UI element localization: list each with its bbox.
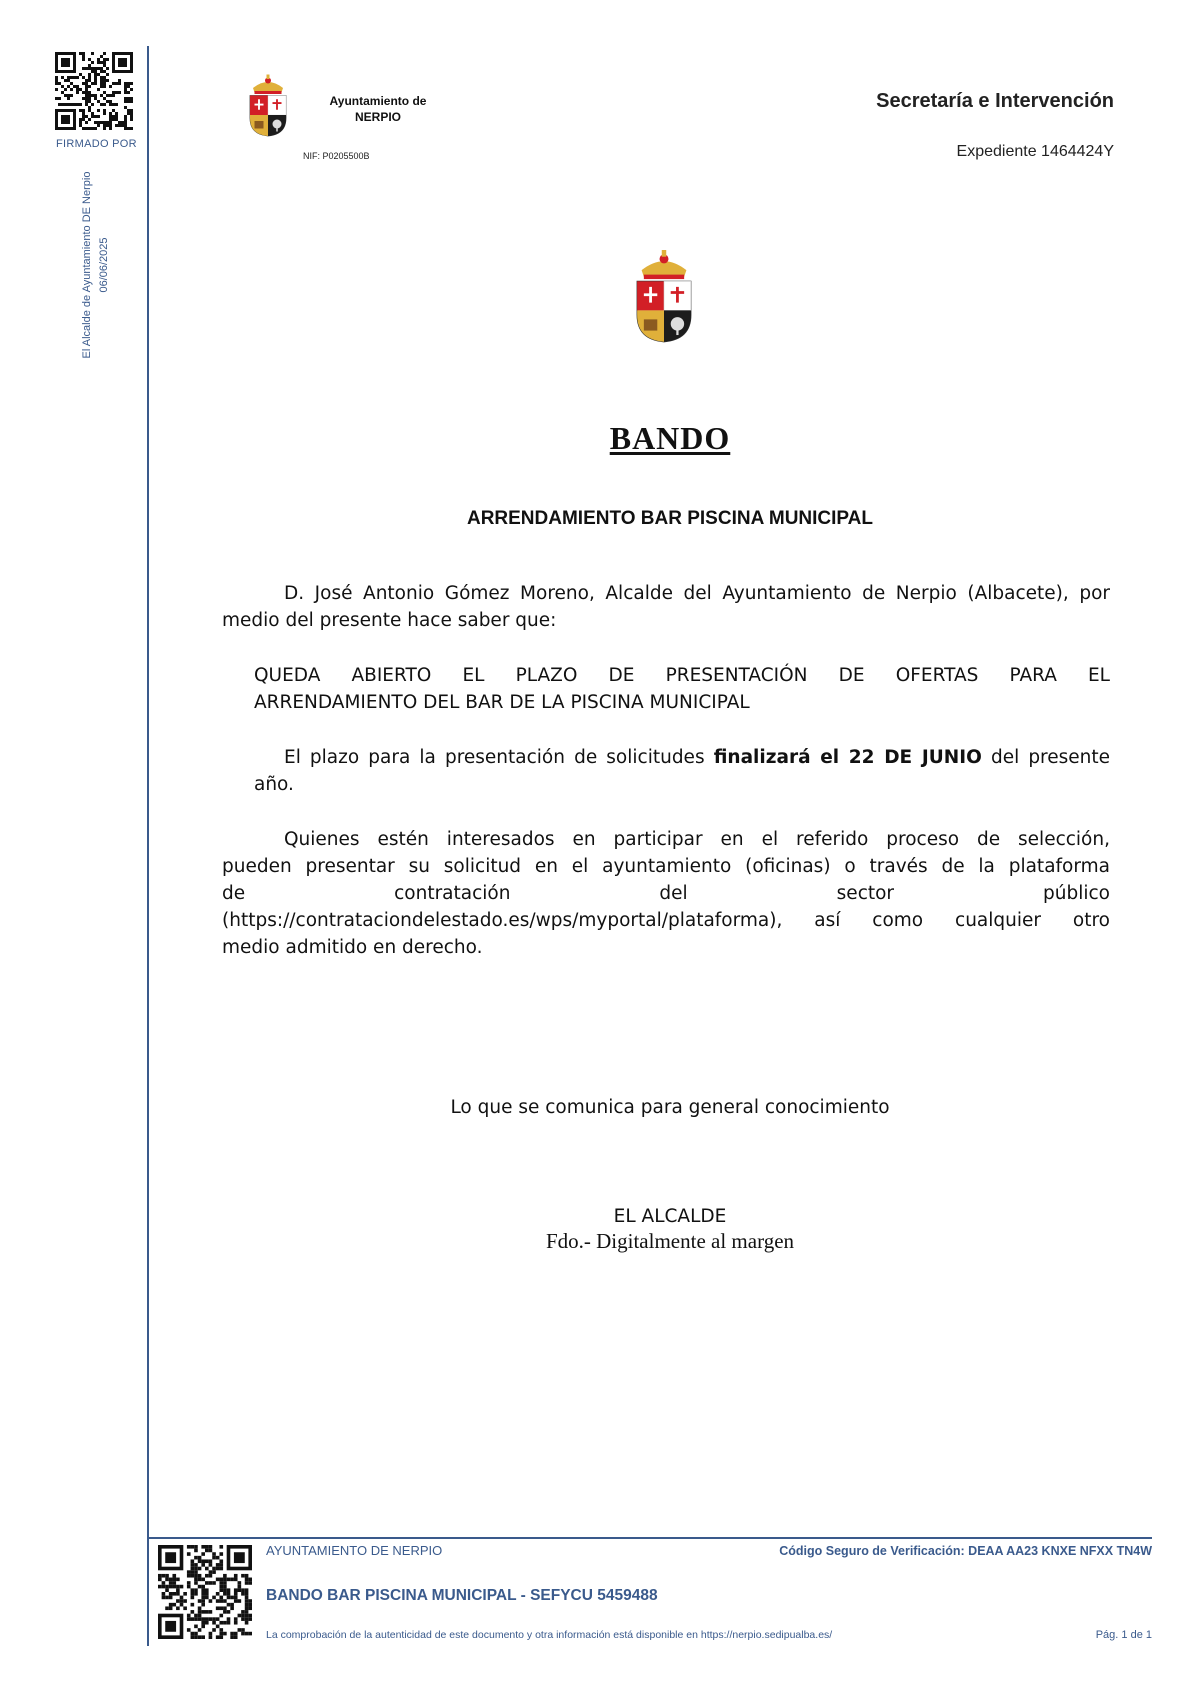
deadline-text-start: El plazo para la presentación de solicitudes: [284, 747, 714, 768]
org-name-line1: Ayuntamiento de: [329, 94, 427, 108]
document-subtitle: ARRENDAMIENTO BAR PISCINA MUNICIPAL: [466, 508, 874, 529]
signature-role: EL ALCALDE: [613, 1206, 727, 1227]
verification-code: Código Seguro de Verificación: DEAA AA23 KNXE NFXX TN4W: [779, 1544, 1152, 1558]
org-name-line2: NERPIO: [354, 110, 401, 124]
signature-stamp: [46, 160, 146, 370]
qr-code-icon: [55, 52, 133, 130]
page-number: Pág. 1 de 1: [1095, 1629, 1152, 1641]
footer-rule: [149, 1537, 1152, 1539]
coat-of-arms-icon: [628, 250, 700, 344]
announcement-line2: ARRENDAMIENTO DEL BAR DE LA PISCINA MUNICIPAL: [254, 692, 750, 713]
deadline-text-end: del presente año.: [254, 747, 1111, 795]
submission-line4: (https://contrataciondelestado.es/wps/myportal/plataforma), así como cualquier otro: [222, 910, 1110, 931]
nif: NIF: P0205500B: [303, 151, 370, 161]
submission-line5: medio admitido en derecho.: [222, 937, 483, 958]
side-rule: [147, 46, 149, 1646]
signer-name: El Alcalde de Ayuntamiento DE Nerpio: [81, 171, 93, 359]
document-title: [0, 420, 1190, 457]
footer-org: AYUNTAMIENTO DE NERPIO: [266, 1543, 443, 1558]
signed-by-label: FIRMADO POR: [56, 138, 137, 150]
paragraph-intro: D. José Antonio Gómez Moreno, Alcalde del Ayuntamiento de Nerpio (Albacete), por medio del presente hace saber que:: [222, 583, 1110, 631]
document-title-text: BANDO: [609, 420, 731, 456]
coat-of-arms-icon: [244, 64, 292, 148]
paragraph-deadline: [254, 744, 1110, 798]
department: Secretaría e Intervención: [876, 90, 1114, 112]
paragraph-submission: [222, 826, 1110, 961]
signature-note: Fdo.- Digitalmente al margen: [545, 1229, 795, 1253]
submission-line1: Quienes estén interesados en participar en el referido proceso de selección,: [284, 829, 1110, 850]
org-name: [318, 93, 438, 125]
qr-code-icon: [158, 1545, 252, 1639]
authenticity-note: La comprobación de la autenticidad de este documento y otra información está disponible en https://nerpio.sedipualba.es/: [266, 1629, 833, 1641]
closing-statement: Lo que se comunica para general conocimiento: [450, 1097, 890, 1118]
signature-date: 06/06/2025: [98, 237, 110, 293]
submission-line3: de contratación del sector público: [222, 883, 1110, 904]
deadline-date: finalizará el 22 DE JUNIO: [713, 747, 982, 768]
file-reference: Expediente 1464424Y: [956, 143, 1114, 160]
submission-line2: pueden presentar su solicitud en el ayuntamiento (oficinas) o través de la plataforma: [222, 856, 1110, 877]
footer-document-title: BANDO BAR PISCINA MUNICIPAL - SEFYCU 5459488: [266, 1587, 658, 1604]
announcement-line1: QUEDA ABIERTO EL PLAZO DE PRESENTACIÓN DE OFERTAS PARA EL: [254, 665, 1110, 686]
